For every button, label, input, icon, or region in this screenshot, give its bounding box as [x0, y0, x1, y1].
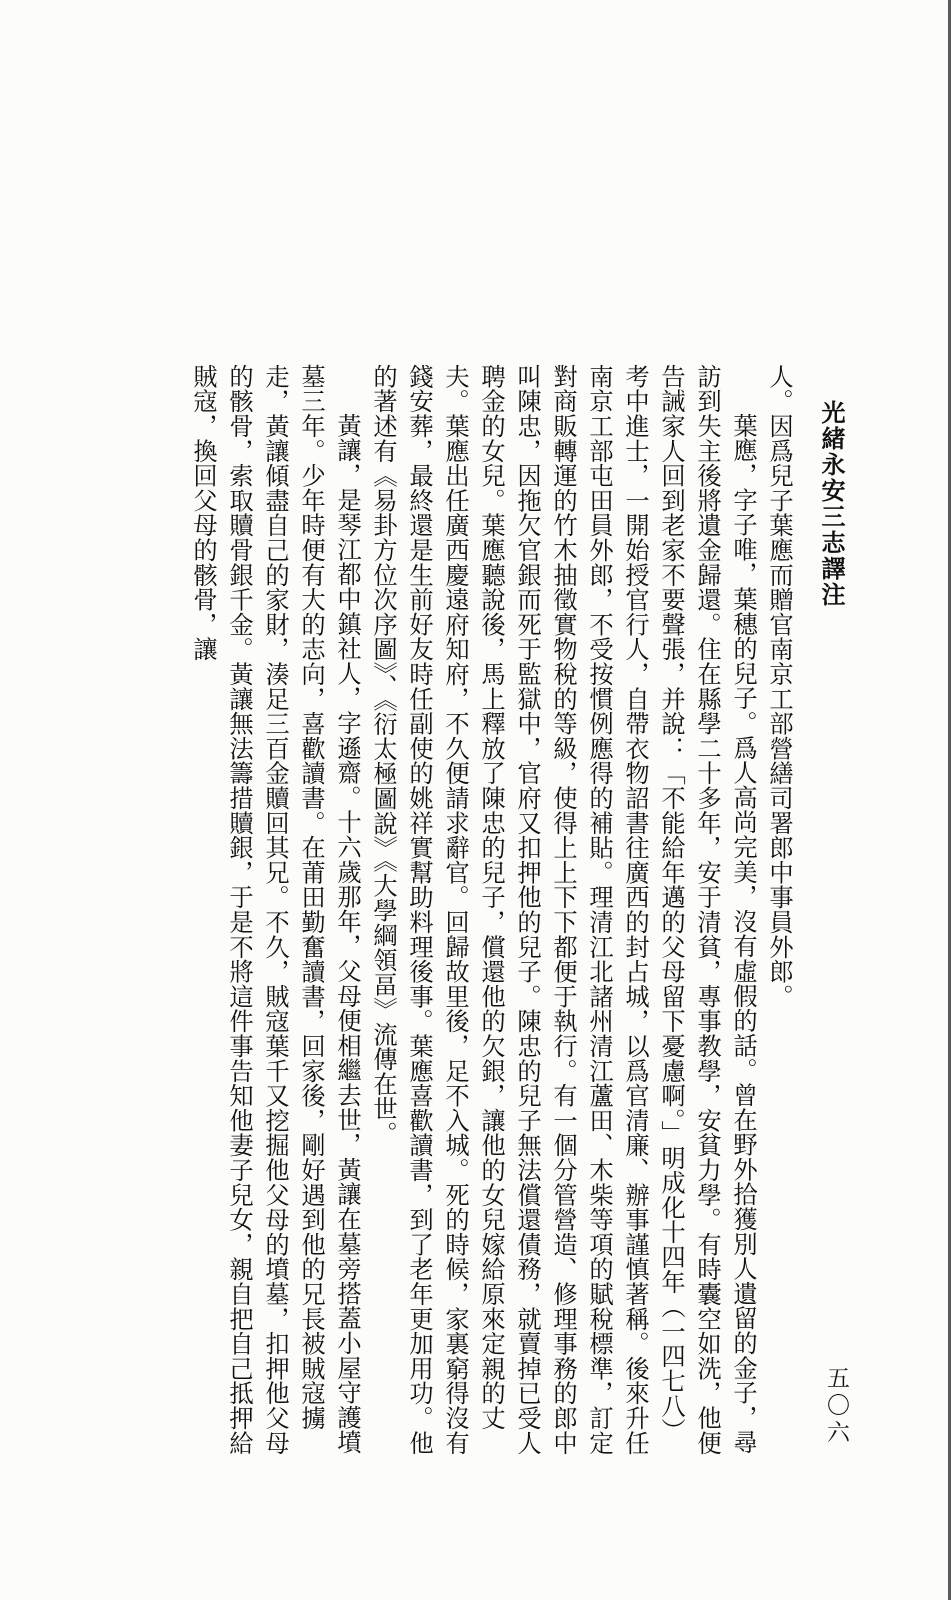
running-header-title: 光緒永安三志譯注: [817, 400, 846, 608]
vertical-body-text: [185, 364, 797, 1464]
page-number: 五〇六: [823, 1366, 849, 1447]
paragraph-3: 黃讓，是琴江都中鎮社人，字遜齋。十六歲那年，父母便相繼去世，黃讓在墓旁搭蓋小屋守護墳墓三年。少年時便有大的志向，喜歡讀書。在莆田勤奮讀書，回家後，剛好遇到他的兄長被賊寇擄走，黃讓傾盡自己的家財，湊足三百金贖回其兄。不久，賊寇葉千又挖掘他父母的墳墓，扣押他父母的骸骨，索取贖骨銀千金。黃讓無法籌措贖銀，于是不將這件事告知他妻子兒女，親自把自己抵押給賊寇，換回父母的骸骨，讓: [189, 364, 362, 1456]
paragraph-1: 人。因爲兒子葉應而贈官南京工部營繕司署郎中事員外郎。: [765, 364, 794, 1009]
paragraph-2: 葉應，字子唯，葉穗的兒子。爲人高尚完美，沒有虛假的話。曾在野外拾獲別人遺留的金子，尋訪到失主後將遺金歸還。住在縣學二十多年，安于清貧，專事教學，安貧力學。有時囊空如洗，他便告誡家人回到老家不要聲張，并說：「不能給年邁的父母留下憂慮啊。」明成化十四年（一四七八）考中進士，一開始授官行人，自帶衣物詔書往廣西的封占城，以爲官清廉、辦事謹慎著稱。後來升任南京工部屯田員外郎，不受按慣例應得的補貼。理清江北諸州清江蘆田、木柴等項的賦稅標準，訂定對商販轉運的竹木抽徵實物稅的等級，使得上上下下都便于執行。有一個分管營造、修理事務的郎中叫陳忠，因拖欠官銀而死于監獄中，官府又扣押他的兒子。陳忠的兒子無法償還債務，就賣掉已受人聘金的女兒。葉應聽說後，馬上釋放了陳忠的兒子，償還他的欠銀，讓他的女兒嫁給原來定親的丈夫。葉應出任廣西慶遠府知府，不久便請求辭官。回歸故里後，足不入城。死的時候，家裏窮得沒有錢安葬，最終還是生前好友時任副使的姚祥實幫助料理後事。葉應喜歡讀書，到了老年更加用功。他的著述有《易卦方位次序圖》、《衍太極圖說》《大學綱領畐》流傳在世。: [369, 364, 758, 1456]
